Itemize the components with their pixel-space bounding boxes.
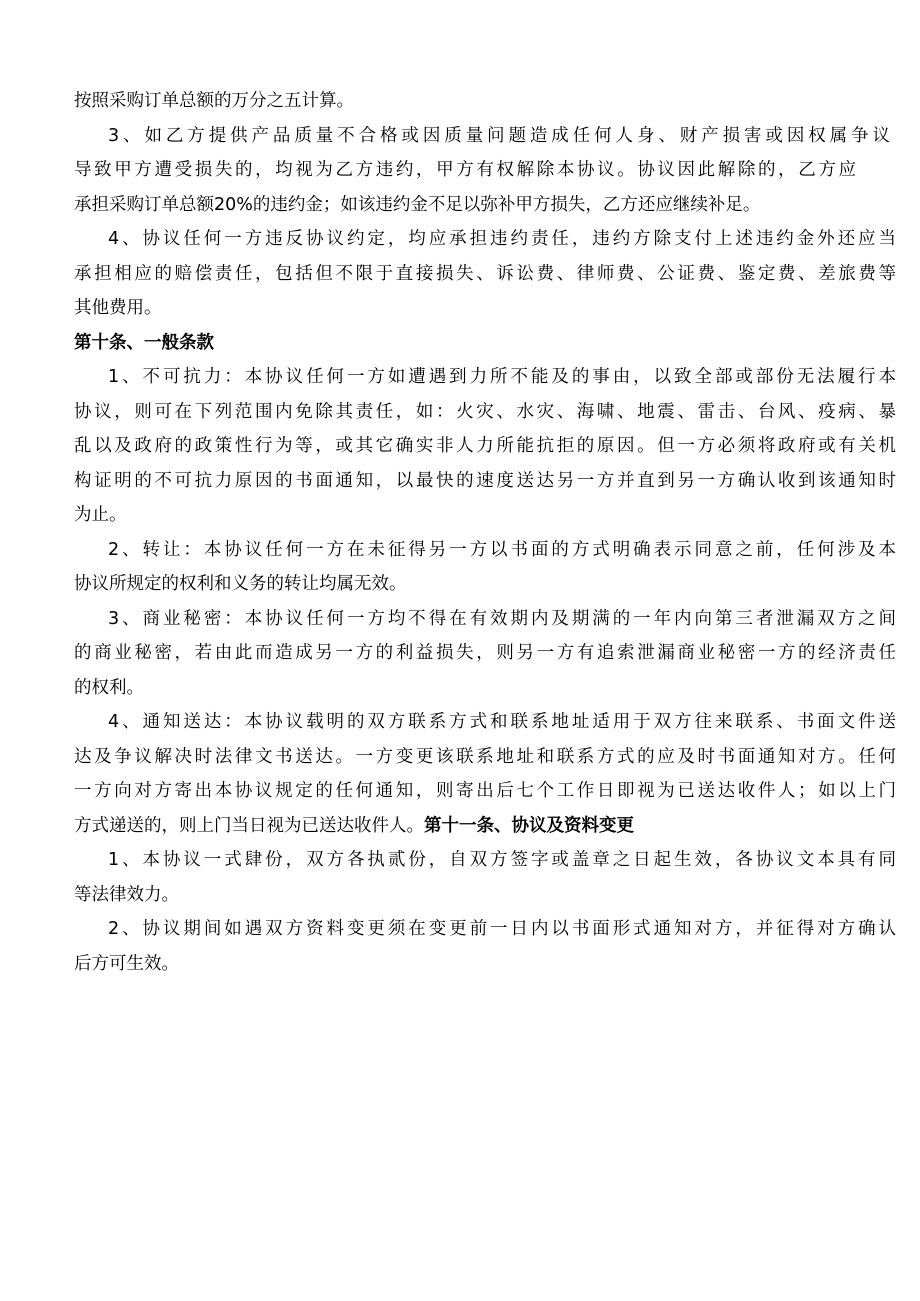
text-line — [74, 705, 896, 740]
line-text: 3、如乙方提供产品质量不合格或因质量问题造成任何人身、财产损害或因权属争议 — [108, 125, 890, 146]
line-text: 的商业秘密，若由此而造成另一方的利益损失，则另一方有追索泄漏商业秘密一方的经济责任 — [74, 643, 896, 663]
text-line — [74, 188, 896, 223]
line-text: 其他费用。 — [74, 298, 162, 318]
text-line — [74, 567, 896, 602]
text-line — [74, 671, 896, 706]
line-text: 乱以及政府的政策性行为等，或其它确实非人力所能抗拒的原因。但一方必须将政府或有关机 — [74, 436, 896, 456]
document-body — [74, 84, 896, 981]
text-line — [74, 291, 896, 326]
text-line — [74, 395, 896, 430]
line-text: 协议，则可在下列范围内免除其责任，如：火灾、水灾、海啸、地震、雷击、台风、疫病、暴 — [74, 401, 896, 422]
line-text: 一方向对方寄出本协议规定的任何通知，则寄出后七个工作日即视为已送达收件人；如以上门 — [74, 781, 896, 801]
section-heading-inline: 第十一条、协议及资料变更 — [424, 815, 634, 836]
line-text: 为止。 — [74, 505, 127, 525]
text-line — [74, 498, 896, 533]
line-text-main: 方式递送的，则上门当日视为已送达收件人。 — [74, 815, 424, 836]
section-heading — [74, 326, 896, 361]
text-line — [74, 947, 896, 982]
line-text: 协议所规定的权利和义务的转让均属无效。 — [74, 574, 407, 594]
text-line — [74, 740, 896, 775]
line-text: 1、不可抗力：本协议任何一方如遭遇到力所不能及的事由，以致全部或部份无法履行本 — [108, 367, 896, 387]
text-line — [74, 429, 896, 464]
line-text: 承担相应的赔偿责任，包括但不限于直接损失、诉讼费、律师费、公证费、鉴定费、差旅费等 — [74, 263, 896, 284]
line-text: 后方可生效。 — [74, 953, 179, 974]
line-text: 1、本协议一式肆份，双方各执贰份，自双方签字或盖章之日起生效，各协议文本具有同 — [108, 850, 896, 870]
line-text: 4、协议任何一方违反协议约定，均应承担违约责任，违约方除支付上述违约金外还应当 — [108, 229, 896, 249]
text-line — [74, 533, 896, 568]
line-text: 构证明的不可抗力原因的书面通知，以最快的速度送达另一方并直到另一方确认收到该通知时 — [74, 470, 896, 491]
line-text: 等法律效力。 — [74, 884, 179, 905]
text-line — [74, 360, 896, 395]
text-line — [74, 636, 896, 671]
text-line — [74, 257, 896, 292]
text-line — [74, 878, 896, 913]
text-line — [74, 119, 896, 154]
line-text: 4、通知送达：本协议载明的双方联系方式和联系地址适用于双方往来联系、书面文件送 — [108, 712, 896, 732]
text-line — [74, 153, 896, 188]
text-line — [74, 602, 896, 637]
text-line — [74, 464, 896, 499]
line-text: 达及争议解决时法律文书送达。一方变更该联系地址和联系方式的应及时书面通知对方。任何 — [74, 746, 896, 767]
text-line — [74, 809, 896, 844]
text-line — [74, 774, 896, 809]
text-line — [74, 222, 896, 257]
line-text: 2、转让：本协议任何一方在未征得另一方以书面的方式明确表示同意之前，任何涉及本 — [108, 539, 896, 560]
line-text: 3、商业秘密：本协议任何一方均不得在有效期内及期满的一年内向第三者泄漏双方之间 — [108, 608, 896, 629]
line-text — [74, 809, 896, 844]
line-text: 2、协议期间如遇双方资料变更须在变更前一日内以书面形式通知对方，并征得对方确认 — [108, 919, 896, 939]
line-text: 按照采购订单总额的万分之五计算。 — [74, 91, 354, 111]
line-text: 导致甲方遭受损失的，均视为乙方违约，甲方有权解除本协议。协议因此解除的，乙方应 — [74, 160, 856, 180]
line-text: 承担采购订单总额20%的违约金；如该违约金不足以弥补甲方损失，乙方还应继续补足。 — [74, 194, 761, 215]
text-line — [74, 84, 896, 119]
line-text: 的权利。 — [74, 677, 144, 698]
paragraph-lines — [74, 84, 896, 981]
text-line — [74, 843, 896, 878]
text-line — [74, 912, 896, 947]
section-heading-text: 第十条、一般条款 — [74, 332, 214, 353]
